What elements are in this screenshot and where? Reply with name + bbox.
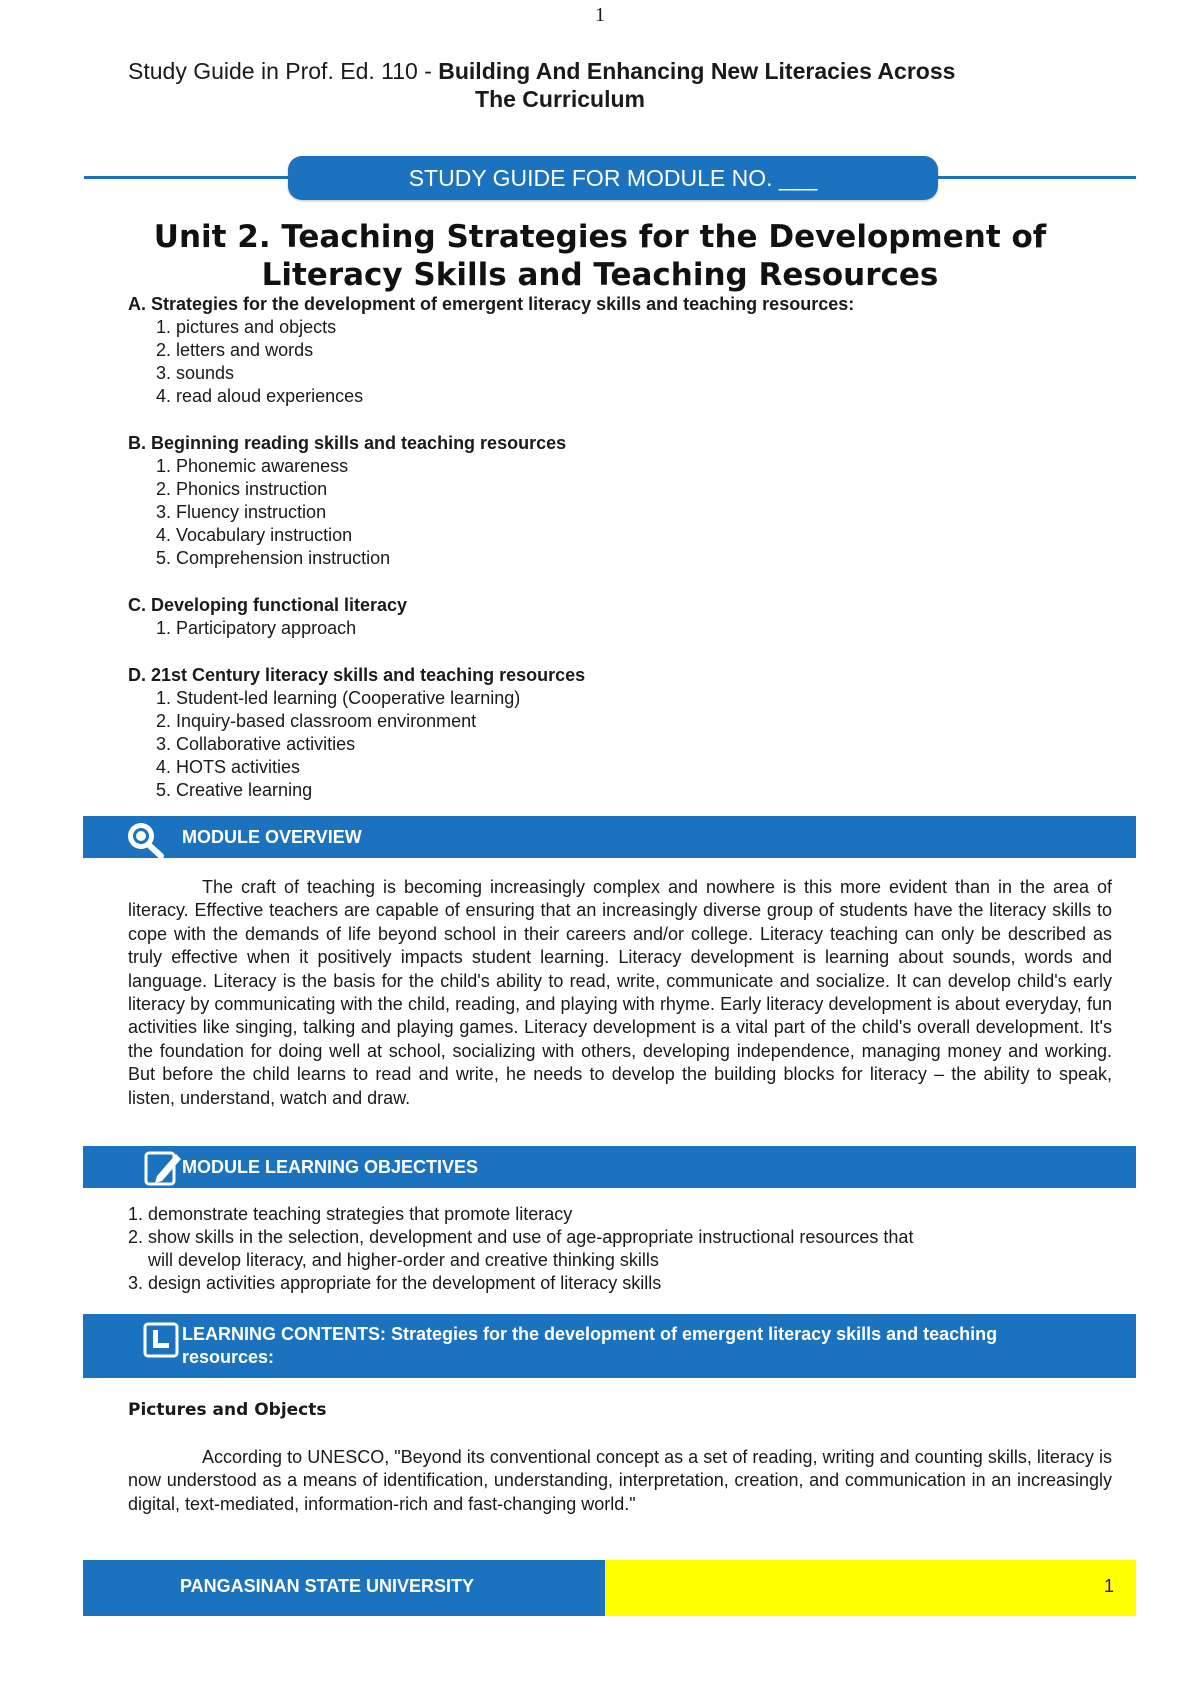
pencil-icon: [143, 1148, 183, 1188]
footer-page-block: [605, 1560, 1136, 1616]
header-prefix: Study Guide in Prof. Ed. 110 -: [128, 58, 439, 84]
list-item: 5. Comprehension instruction: [156, 548, 391, 568]
list-item: 3. Collaborative activities: [156, 734, 356, 754]
learning-contents-bar: [83, 1314, 1136, 1378]
footer-university: PANGASINAN STATE UNIVERSITY: [180, 1576, 475, 1596]
module-overview-bar: [83, 816, 1136, 858]
objective-item: 3. design activities appropriate for the development of literacy skills: [128, 1273, 662, 1293]
list-item: 1. Participatory approach: [156, 618, 357, 638]
module-overview-title: MODULE OVERVIEW: [182, 827, 362, 847]
objective-item: 1. demonstrate teaching strategies that promote literacy: [128, 1204, 573, 1224]
pictures-and-objects-heading: Pictures and Objects: [128, 1400, 327, 1420]
running-header: [128, 58, 955, 85]
list-item: 1. Phonemic awareness: [156, 456, 349, 476]
section-b-heading: B. Beginning reading skills and teaching resources: [128, 433, 567, 453]
section-c-heading: C. Developing functional literacy: [128, 595, 408, 615]
unesco-paragraph: According to UNESCO, "Beyond its conventional concept as a set of reading, writing and counting skills, literacy is now understood as a means of identification, understanding, interpretation, creation, and communication in an increasingly digital, text-mediated, information-rich and fast-changing world.": [128, 1447, 1112, 1514]
list-item: 2. Phonics instruction: [156, 479, 328, 499]
list-item: 4. HOTS activities: [156, 757, 301, 777]
learning-objectives-bar: [83, 1146, 1136, 1188]
list-item: 1. pictures and objects: [156, 317, 337, 337]
book-icon: [142, 1321, 182, 1361]
list-item: 2. Inquiry-based classroom environment: [156, 711, 477, 731]
section-d-heading: D. 21st Century literacy skills and teaching resources: [128, 665, 586, 685]
unit-title-line1: Unit 2. Teaching Strategies for the Development of: [153, 219, 1047, 255]
course-title-line1: Building And Enhancing New Literacies Across: [438, 58, 956, 84]
magnifier-icon: [123, 819, 167, 859]
study-guide-banner: STUDY GUIDE FOR MODULE NO. ___: [288, 156, 938, 200]
unit-title-line2: Literacy Skills and Teaching Resources: [261, 257, 939, 293]
list-item: 5. Creative learning: [156, 780, 313, 800]
list-item: 3. sounds: [156, 363, 235, 383]
page-number-top: 1: [595, 4, 605, 26]
overview-paragraph: The craft of teaching is becoming increasingly complex and nowhere is this more evident than in the area of literacy. Effective teachers are capable of ensuring that an increasingly diverse group of students have the literacy skills to cope with the demands of life beyond school in their careers and/or college. Literacy teaching can only be described as truly effective when it positively impacts student learning. Literacy development is learning about sounds, words and language. Literacy is the basis for the child's ability to read, write, communicate and socialize. It can develop child's early literacy by communicating with the child, reading, and playing with rhyme. Early literacy development is about everyday, fun activities like singing, talking and playing games. Literacy development is a vital part of the child's overall development. It's the foundation for doing well at school, socializing with others, developing independence, managing money and working. But before the child learns to read and write, he needs to develop the building blocks for literacy – the ability to speak, listen, understand, watch and draw.: [128, 877, 1112, 1108]
learning-contents-title-line1: LEARNING CONTENTS: Strategies for the development of emergent literacy skills and teaching: [182, 1324, 998, 1344]
learning-objectives-title: MODULE LEARNING OBJECTIVES: [182, 1157, 479, 1177]
course-title-line2: The Curriculum: [475, 86, 645, 112]
objective-item-continued: will develop literacy, and higher-order and creative thinking skills: [148, 1250, 659, 1270]
footer-page-number: 1: [1103, 1576, 1114, 1596]
banner-rule-right: [932, 176, 1136, 179]
banner-rule-left: [84, 176, 294, 179]
list-item: 4. Vocabulary instruction: [156, 525, 353, 545]
list-item: 4. read aloud experiences: [156, 386, 364, 406]
section-a-heading: A. Strategies for the development of emergent literacy skills and teaching resources:: [128, 294, 855, 314]
list-item: 3. Fluency instruction: [156, 502, 327, 522]
footer-university-block: [83, 1560, 605, 1616]
learning-contents-title-line2: resources:: [182, 1347, 275, 1367]
objective-item: 2. show skills in the selection, development and use of age-appropriate instructional resources that: [128, 1227, 914, 1247]
unit-title: [84, 218, 1116, 294]
list-item: 2. letters and words: [156, 340, 314, 360]
list-item: 1. Student-led learning (Cooperative learning): [156, 688, 521, 708]
